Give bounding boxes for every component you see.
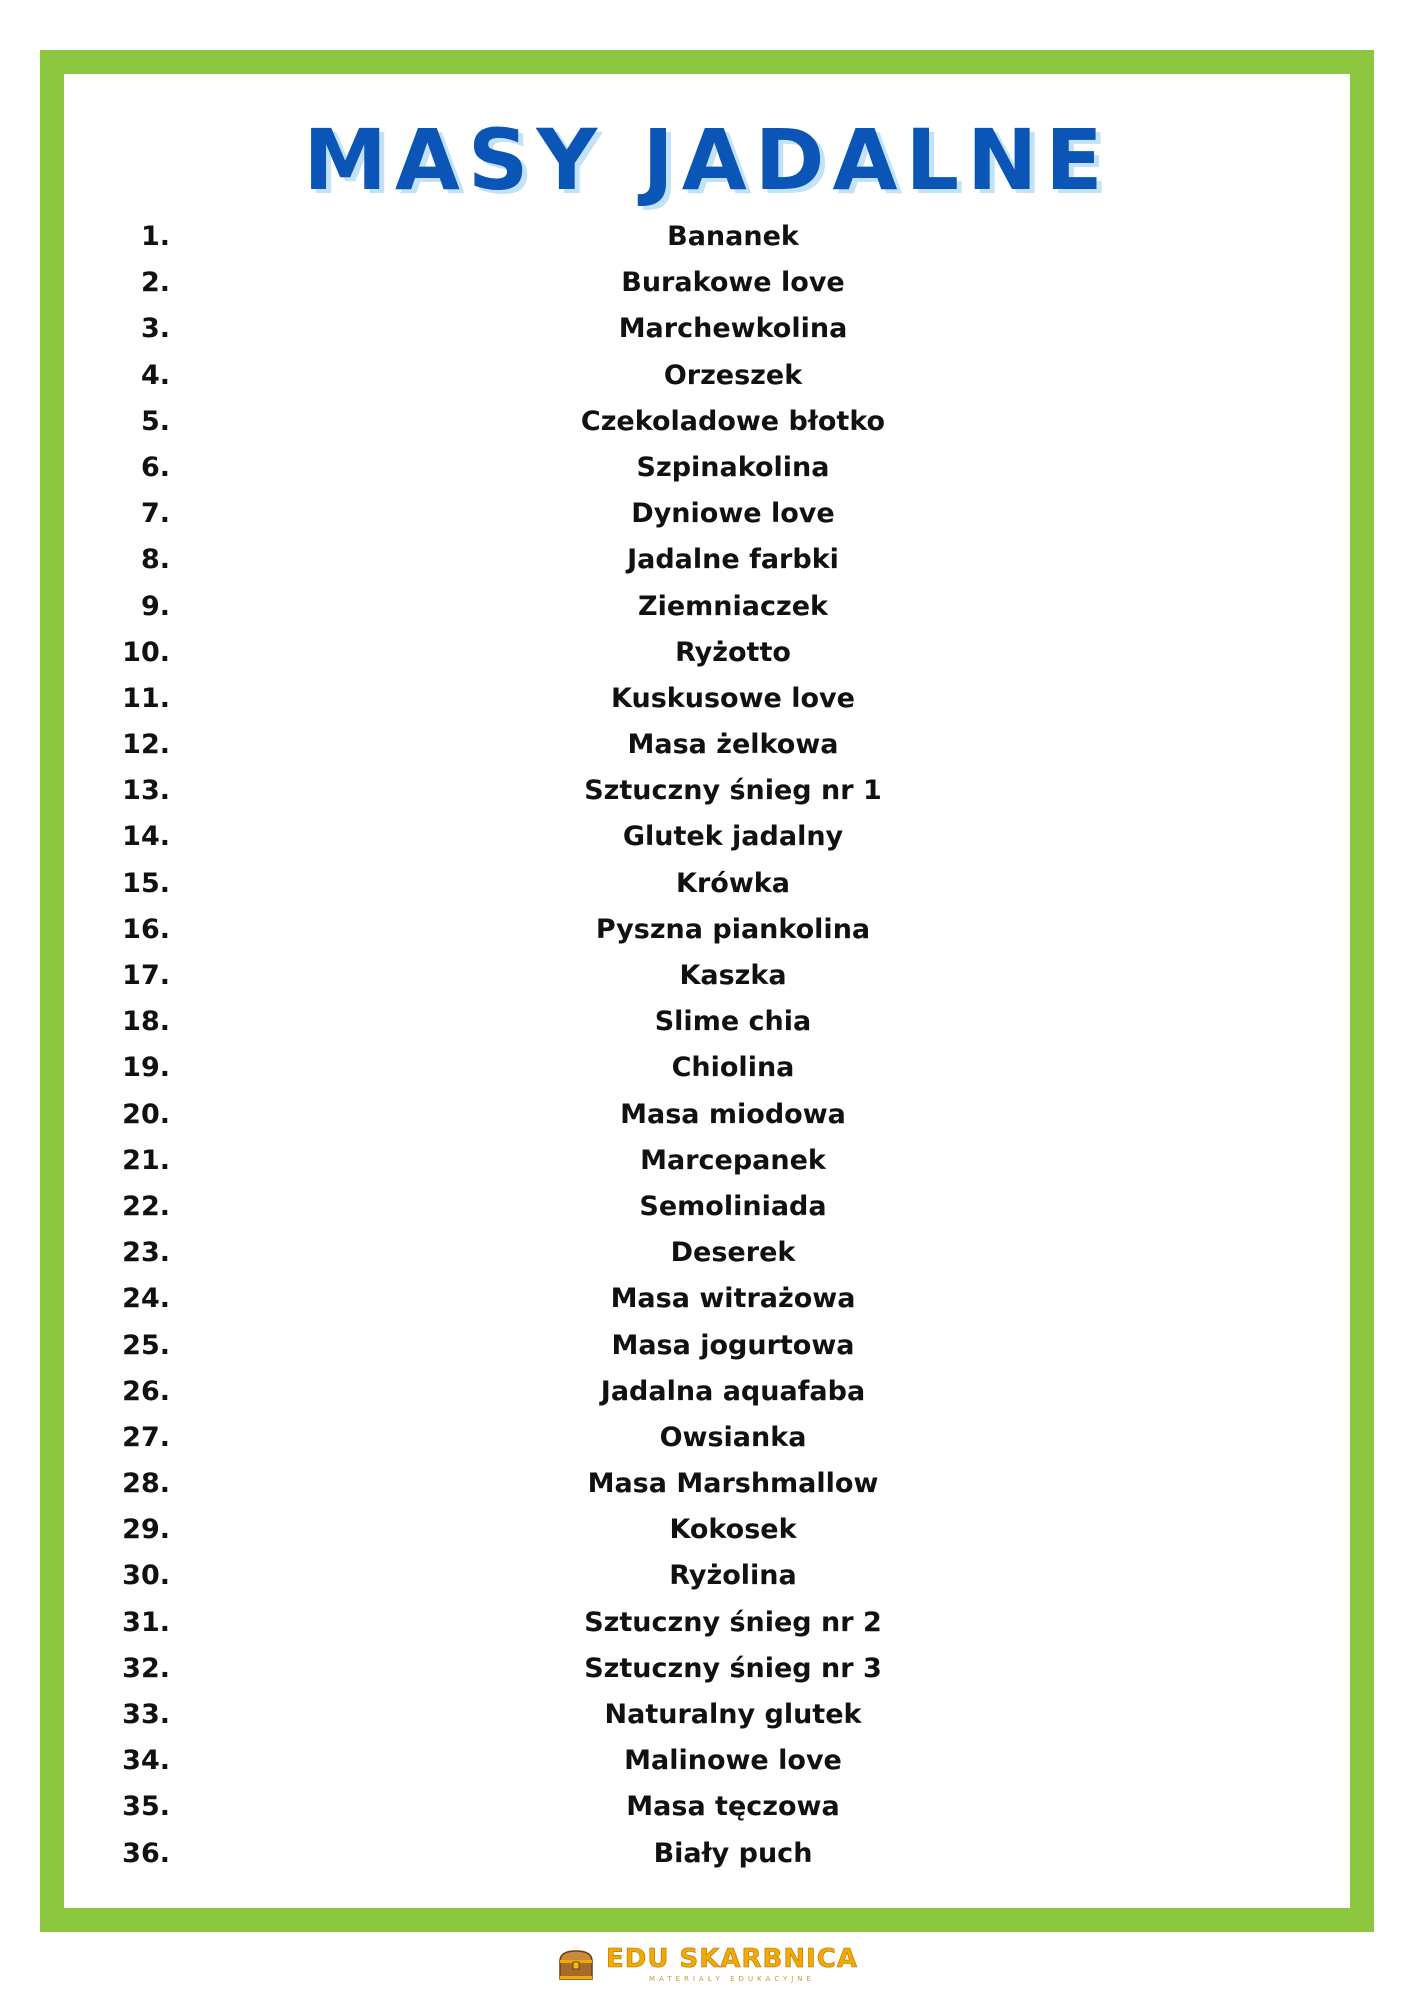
page-title: MASY JADALNE (303, 111, 1111, 209)
item-number: 33. (122, 1699, 170, 1730)
item-name: Pyszna piankolina (595, 913, 871, 945)
recipe-list (64, 214, 1350, 1877)
list-item (64, 584, 1350, 630)
item-number: 23. (122, 1237, 170, 1269)
list-item (64, 214, 1350, 260)
item-number: 17. (122, 960, 170, 991)
list-item (64, 1646, 1350, 1692)
list-item (64, 306, 1350, 352)
list-item (64, 1369, 1350, 1415)
item-number: 26. (122, 1375, 170, 1407)
item-number: 12. (122, 729, 170, 761)
list-item (64, 353, 1350, 399)
item-name: Sztuczny śnieg nr 3 (584, 1652, 882, 1684)
item-name: Ryżolina (669, 1560, 797, 1592)
item-name: Jadalne farbki (627, 544, 839, 576)
list-item (64, 1831, 1350, 1877)
list-item (64, 1276, 1350, 1322)
item-name: Biały puch (653, 1837, 813, 1869)
list-item (64, 1738, 1350, 1784)
list-item (64, 1692, 1350, 1738)
item-number: 31. (122, 1606, 170, 1638)
item-name: Czekoladowe błotko (580, 405, 886, 437)
item-number: 3. (140, 313, 170, 345)
item-number: 13. (122, 775, 170, 807)
item-number: 15. (122, 867, 170, 899)
item-name: Orzeszek (663, 359, 803, 391)
item-number: 21. (122, 1144, 170, 1176)
item-number: 7. (140, 498, 170, 530)
item-number: 16. (122, 913, 170, 945)
list-item (64, 537, 1350, 583)
brand-text-group (606, 1946, 858, 1983)
item-name: Marchewkolina (618, 313, 848, 345)
list-item (64, 814, 1350, 860)
item-number: 20. (122, 1098, 170, 1130)
item-name: Kokosek (669, 1514, 797, 1546)
item-name: Ryżotto (675, 636, 791, 668)
list-item (64, 1092, 1350, 1138)
list-item (64, 768, 1350, 814)
item-name: Burakowe love (621, 267, 845, 299)
list-item (64, 1507, 1350, 1553)
item-name: Owsianka (659, 1421, 807, 1453)
list-item (64, 1184, 1350, 1230)
list-item (64, 1415, 1350, 1461)
list-item (64, 722, 1350, 768)
item-name: Deserek (670, 1237, 796, 1269)
item-name: Bananek (667, 221, 799, 252)
item-number: 6. (140, 451, 170, 483)
list-item (64, 1784, 1350, 1830)
list-item (64, 1323, 1350, 1369)
list-item (64, 491, 1350, 537)
item-number: 4. (140, 359, 170, 391)
item-name: Sztuczny śnieg nr 2 (584, 1606, 882, 1638)
item-number: 28. (122, 1468, 170, 1500)
item-name: Masa Marshmallow (587, 1468, 879, 1500)
footer-logo (0, 1946, 1414, 1983)
item-name: Kaszka (679, 960, 787, 991)
item-name: Glutek jadalny (622, 821, 844, 853)
list-item (64, 260, 1350, 306)
list-item (64, 1600, 1350, 1646)
item-number: 14. (122, 821, 170, 853)
item-number: 19. (122, 1052, 170, 1084)
list-item (64, 630, 1350, 676)
item-name: Semoliniada (639, 1190, 827, 1222)
list-item (64, 1138, 1350, 1184)
treasure-chest-icon (556, 1947, 596, 1983)
item-name: Sztuczny śnieg nr 1 (584, 775, 882, 807)
item-name: Malinowe love (624, 1745, 842, 1777)
item-name: Slime chia (654, 1006, 812, 1038)
item-number: 24. (122, 1283, 170, 1315)
item-name: Naturalny glutek (604, 1699, 862, 1730)
item-number: 5. (140, 405, 170, 437)
content-area (64, 74, 1350, 1908)
item-number: 29. (122, 1514, 170, 1546)
item-number: 10. (122, 636, 170, 668)
item-number: 34. (122, 1745, 170, 1777)
item-name: Marcepanek (640, 1144, 826, 1176)
item-name: Masa żelkowa (627, 729, 839, 761)
item-name: Masa witrażowa (610, 1283, 856, 1315)
page-border (40, 50, 1374, 1932)
item-number: 22. (122, 1190, 170, 1222)
list-item (64, 1230, 1350, 1276)
brand-name: EDU SKARBNICA (606, 1944, 858, 1974)
item-number: 2. (140, 267, 170, 299)
item-name: Masa jogurtowa (611, 1329, 855, 1361)
item-number: 36. (122, 1837, 170, 1869)
item-name: Ziemniaczek (638, 590, 828, 622)
item-number: 1. (140, 221, 170, 252)
list-item (64, 999, 1350, 1045)
item-name: Chiolina (671, 1052, 795, 1084)
list-item (64, 861, 1350, 907)
item-name: Masa miodowa (620, 1098, 846, 1130)
list-item (64, 1045, 1350, 1091)
item-number: 25. (122, 1329, 170, 1361)
item-number: 35. (122, 1791, 170, 1823)
item-name: Kuskusowe love (611, 682, 855, 714)
list-item (64, 676, 1350, 722)
item-name: Dyniowe love (631, 498, 835, 530)
list-item (64, 445, 1350, 491)
list-item (64, 953, 1350, 999)
item-name: Jadalna aquafaba (600, 1375, 866, 1407)
item-number: 8. (140, 544, 170, 576)
item-number: 30. (122, 1560, 170, 1592)
item-name: Masa tęczowa (626, 1791, 840, 1823)
list-item (64, 907, 1350, 953)
list-item (64, 399, 1350, 445)
item-number: 27. (122, 1421, 170, 1453)
item-number: 18. (122, 1006, 170, 1038)
brand-tagline: MATERIAŁY EDUKACYJNE (649, 1975, 815, 1983)
item-name: Szpinakolina (636, 451, 830, 483)
list-item (64, 1553, 1350, 1599)
item-name: Krówka (676, 867, 790, 899)
item-number: 32. (122, 1652, 170, 1684)
list-item (64, 1461, 1350, 1507)
item-number: 9. (140, 590, 170, 622)
item-number: 11. (122, 682, 170, 714)
